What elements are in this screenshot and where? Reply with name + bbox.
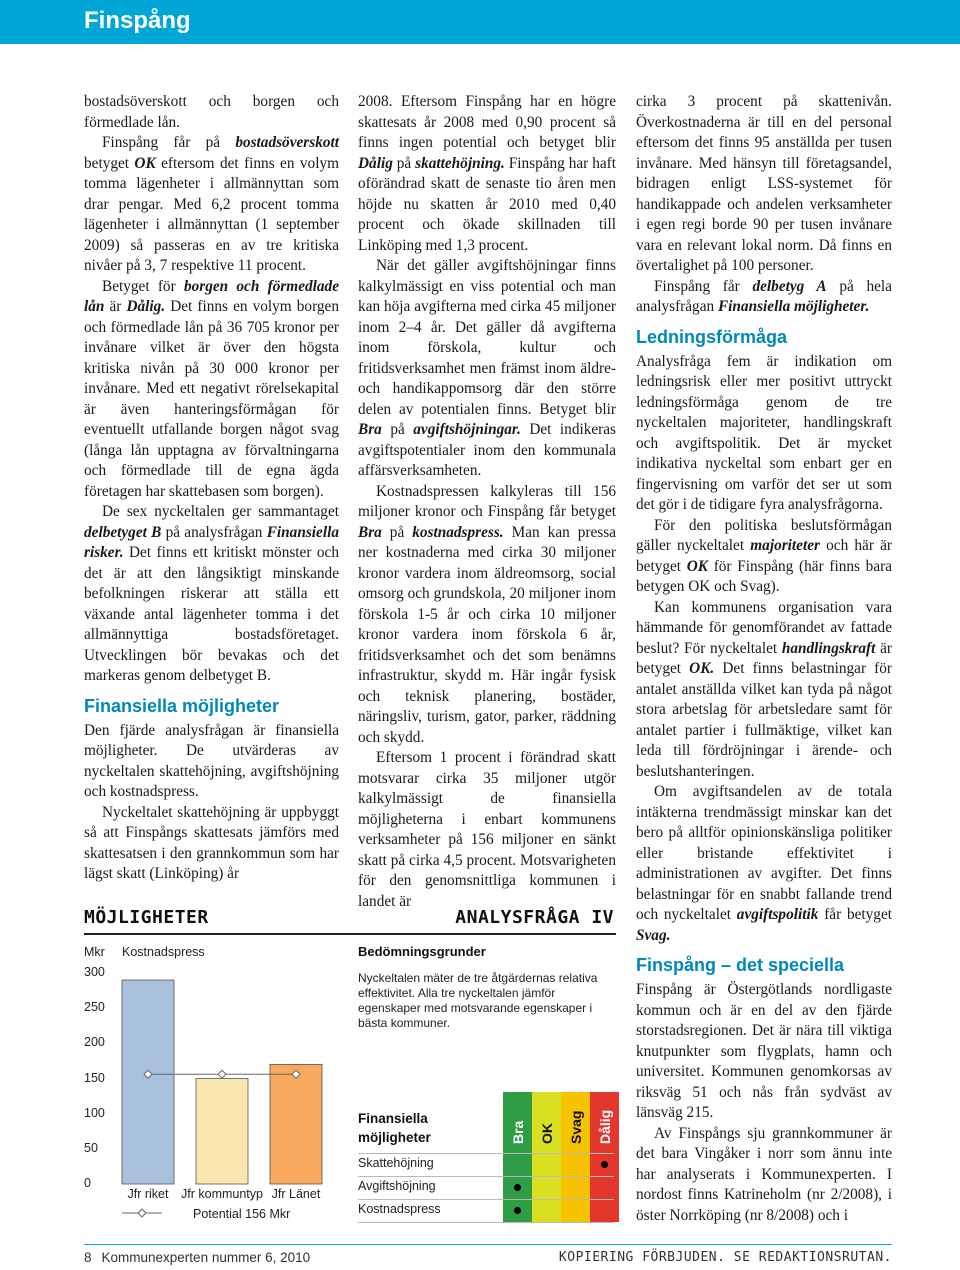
publication-name: Kommunexperten nummer 6, 2010 xyxy=(101,1250,311,1265)
footer-copyright: KOPIERING FÖRBJUDEN. SE REDAKTIONSRUTAN. xyxy=(558,1250,892,1265)
grade-column-dålig xyxy=(590,1092,619,1222)
section-heading: Finspång – det speciella xyxy=(636,955,845,975)
grade-label: Bra xyxy=(510,1120,526,1144)
x-category-label: Jfr Länet xyxy=(271,1187,321,1201)
paragraph: Eftersom 1 procent i förändrad skatt motsvarar cirka 35 miljoner utgör kalkylmässigt de finansiella möjligheterna i enbart kommunens verksamheter på 156 miljoner en sänkt skatt på cirka 4,5 procent. Motsvarigheten för den genomsnittliga kommunen i landet är xyxy=(358,749,616,910)
paragraph: Finspång får delbetyg A på hela analysfrågan Finansiella möjligheter. xyxy=(636,277,892,315)
grade-dot xyxy=(514,1207,521,1214)
grade-row-label: Skattehöjning xyxy=(358,1156,434,1170)
y-tick-label: 150 xyxy=(84,1070,105,1085)
section-heading: Finansiella möjligheter xyxy=(84,695,280,716)
bar xyxy=(122,980,174,1184)
y-tick-label: 100 xyxy=(84,1105,105,1120)
legend-potential-label: Potential 156 Mkr xyxy=(193,1207,291,1221)
paragraph: Analysfråga fem är indikation om ledningsrisk eller mer positivt uttryckt ledningsförmåga genom de tre nyckeltalen majoriteter, handlingskraft och avgiftspolitik. Det är mycket indikativa nyckeltal som enbart ger en fingervisning om varför det ser ut som det gör i de tidigare fyra analysfrågorna. xyxy=(636,352,892,513)
paragraph: Av Finspångs sju grannkommuner är det bara Vingåker i norr som ännu inte har analyserats i Kommunexperten. I nordost finns Katrineholm (nr 2/2008), i öster Norrköping (nr 8/2008) och i xyxy=(636,1124,892,1224)
paragraph: När det gäller avgiftshöjningar finns kalkylmässigt en viss potential och man kan höja avgifterna med cirka 45 miljoner inom 2–4 år. Det gäller då avgifterna inom förskola, kultur och fritidsverksamhet men främst inom äldre- och handikappomsorg där den större delen av potentialen finns. Betyget blir Bra på avgiftshöjningar. Det indikeras avgiftspotentialer inom den kommunala affärsverksamheten. xyxy=(358,257,617,479)
paragraph: Betyget för borgen och förmedlade lån är Dålig. Det finns en volym borgen och förmedlade lån på 36 705 kronor per invånare vilket är över den högsta kritiska nivån på 30 000 kronor per invånare. Med ett negativt rörelsekapital är även hanteringsförmågan för eventuellt utfallande borgen något svag (långa lån upptagna av förvaltningarna och förmedlade till de egna ägda företagen har skattebasen som borgen). xyxy=(84,277,339,500)
grade-dot xyxy=(601,1161,608,1168)
paragraph: Den fjärde analysfrågan är finansiella möjligheter. De utvärderas av nyckeltalen skattehöjning, avgiftshöjning och kostnadspress. xyxy=(84,721,339,800)
row-divider xyxy=(358,1176,614,1177)
paragraph: Kan kommunens organisation vara hämmande för genomförandet av fattade beslut? För nyckeltalet handlingskraft är betyget OK. Det finns belastningar för antalet anställda vilket kan tyda på något stora arbetslag för arbetsledare samt för antalet partier i fullmäktige, vilket kan leda till fördröjningar i ärende- och beslutshanteringen. xyxy=(636,598,893,780)
grade-label: Svag xyxy=(568,1110,584,1144)
page-number: 8 xyxy=(84,1250,92,1265)
grade-row-label: Kostnadspress xyxy=(358,1202,441,1216)
potential-marker xyxy=(218,1070,226,1078)
paragraph: Nyckeltalet skattehöjning är uppbyggt så att Finspångs skattesats jämförs med skattesatsen i den grannkommun som har lägst skatt (Linköping) år xyxy=(84,803,339,882)
x-category-label: Jfr riket xyxy=(127,1187,169,1201)
criteria-heading: Bedömningsgrunder xyxy=(358,944,486,959)
criteria-text: Nyckeltalen mäter de tre åtgärdernas relativa effektivitet. Alla tre nyckeltalen jämför egenskaper med motsvarande egenskaper i bästa kommuner. xyxy=(358,971,598,1030)
legend-potential-marker xyxy=(122,1206,162,1220)
grade-row-label: Avgiftshöjning xyxy=(358,1179,436,1193)
y-tick-label: 300 xyxy=(84,965,105,979)
paragraph: För den politiska beslutsförmågan gäller nyckeltalet majoriteter och här är betyget OK för Finspång (här finns bara betygen OK och Svag). xyxy=(636,516,892,595)
section-heading: Ledningsförmåga xyxy=(636,326,788,347)
row-divider xyxy=(358,1153,614,1154)
row-divider xyxy=(358,1222,614,1223)
header-title: Finspång xyxy=(84,7,191,34)
grade-column-ok xyxy=(532,1092,561,1222)
chart-title: Kostnadspress xyxy=(122,945,205,959)
paragraph: Kostnadspressen kalkyleras till 156 miljoner kronor och Finspång får betyget Bra på kostnadspress. Man kan pressa ner kostnaderna med cirka 30 miljoner kronor vardera inom äldreomsorg, social omsorg och grundskola, 20 miljoner inom förskola 1-5 år och cirka 10 miljoner kronor vardera inom förskola 6 år, fritidsverksamhet och det som benämns infrastruktur, skydd m. Här ingår fysisk och teknisk planering, bostäder, näringsliv, turism, gator, parker, räddning och skydd. xyxy=(358,482,616,746)
paragraph: De sex nyckeltalen ger sammantaget delbetyget B på analysfrågan Finansiella risker. Det finns ett kritiskt mönster och det är att den långsiktigt minskande befolkningen riskerar att ställa ett växande antal lägenheter tomma i det allmännyttiga bostadsföretaget. Utvecklingen bör bevakas och det markeras genom delbetyget B. xyxy=(84,503,339,684)
grade-label: Dålig xyxy=(597,1109,613,1144)
bar xyxy=(196,1079,248,1185)
grade-column-svag xyxy=(561,1092,590,1222)
chart-unit-label: Mkr xyxy=(84,945,105,959)
y-tick-label: 250 xyxy=(84,1000,105,1015)
grade-column-bra xyxy=(503,1092,532,1222)
paragraph: Finspång är Östergötlands nordligaste kommun och är en del av den fjärde storstadsregionen. Det är nära till viktiga knutpunkter som flygplats, hamn och universitet. Kommunen genomkorsas av riksväg 51 och nås från sydväst av länsväg 215. xyxy=(636,981,892,1121)
paragraph: Om avgiftsandelen av de totala intäkterna trendmässigt minskar kan det bero på alltför opinionskänsliga politiker eller bristande effektivitet i administrationen av avgifter. Det finns belastningar för en snabbt fallande trend och nyckeltalet avgiftspolitik får betyget Svag. xyxy=(636,783,892,944)
box-title-left: MÖJLIGHETER xyxy=(84,907,209,928)
y-tick-label: 0 xyxy=(84,1176,91,1190)
grade-table-heading: Finansiella möjligheter xyxy=(358,1111,431,1145)
paragraph: bostadsöverskott och borgen och förmedlade lån. xyxy=(84,93,339,131)
paragraph: cirka 3 procent på skattenivån. Överkostnaderna är till en del personal eftersom det finns 95 anställda per tusen invånare. Med hänsyn till företagsandel, bidragen enligt LSS-systemet för handikappade och andelen verksamheter i egen regi borde 90 per tusen invånare vara en relevant lokal norm. Då finns en övertalighet på 100 personer. xyxy=(636,93,892,274)
grade-dot xyxy=(514,1184,521,1191)
paragraph: Finspång får på bostadsöverskott betyget OK eftersom det finns en volym tomma lägenheter i allmännyttan som drar pengar. Med 6,2 procent tomma lägenheter i allmännyttan (1 september 2009) så passeras en av tre kritiska nivåer på 3, 7 respektive 11 procent. xyxy=(84,134,339,274)
grade-label: OK xyxy=(539,1123,555,1144)
box-title-right: ANALYSFRÅGA IV xyxy=(455,907,614,928)
paragraph: 2008. Eftersom Finspång har en högre skattesats år 2008 med 0,90 procent så finns ingen potential och betyget blir Dålig på skattehöjning. Finspång har haft oförändrad skatt de senaste tio åren men höjde nu skatten år 2010 med 0,40 procent och ökade skillnaden till Linköping med 1,3 procent. xyxy=(358,93,616,254)
footer-rule xyxy=(84,1244,892,1245)
y-tick-label: 50 xyxy=(84,1140,98,1155)
bar xyxy=(270,1064,322,1184)
row-divider xyxy=(358,1199,614,1200)
x-category-label: Jfr kommuntyp xyxy=(181,1187,263,1201)
footer-publication xyxy=(84,1250,310,1265)
y-tick-label: 200 xyxy=(84,1035,105,1050)
